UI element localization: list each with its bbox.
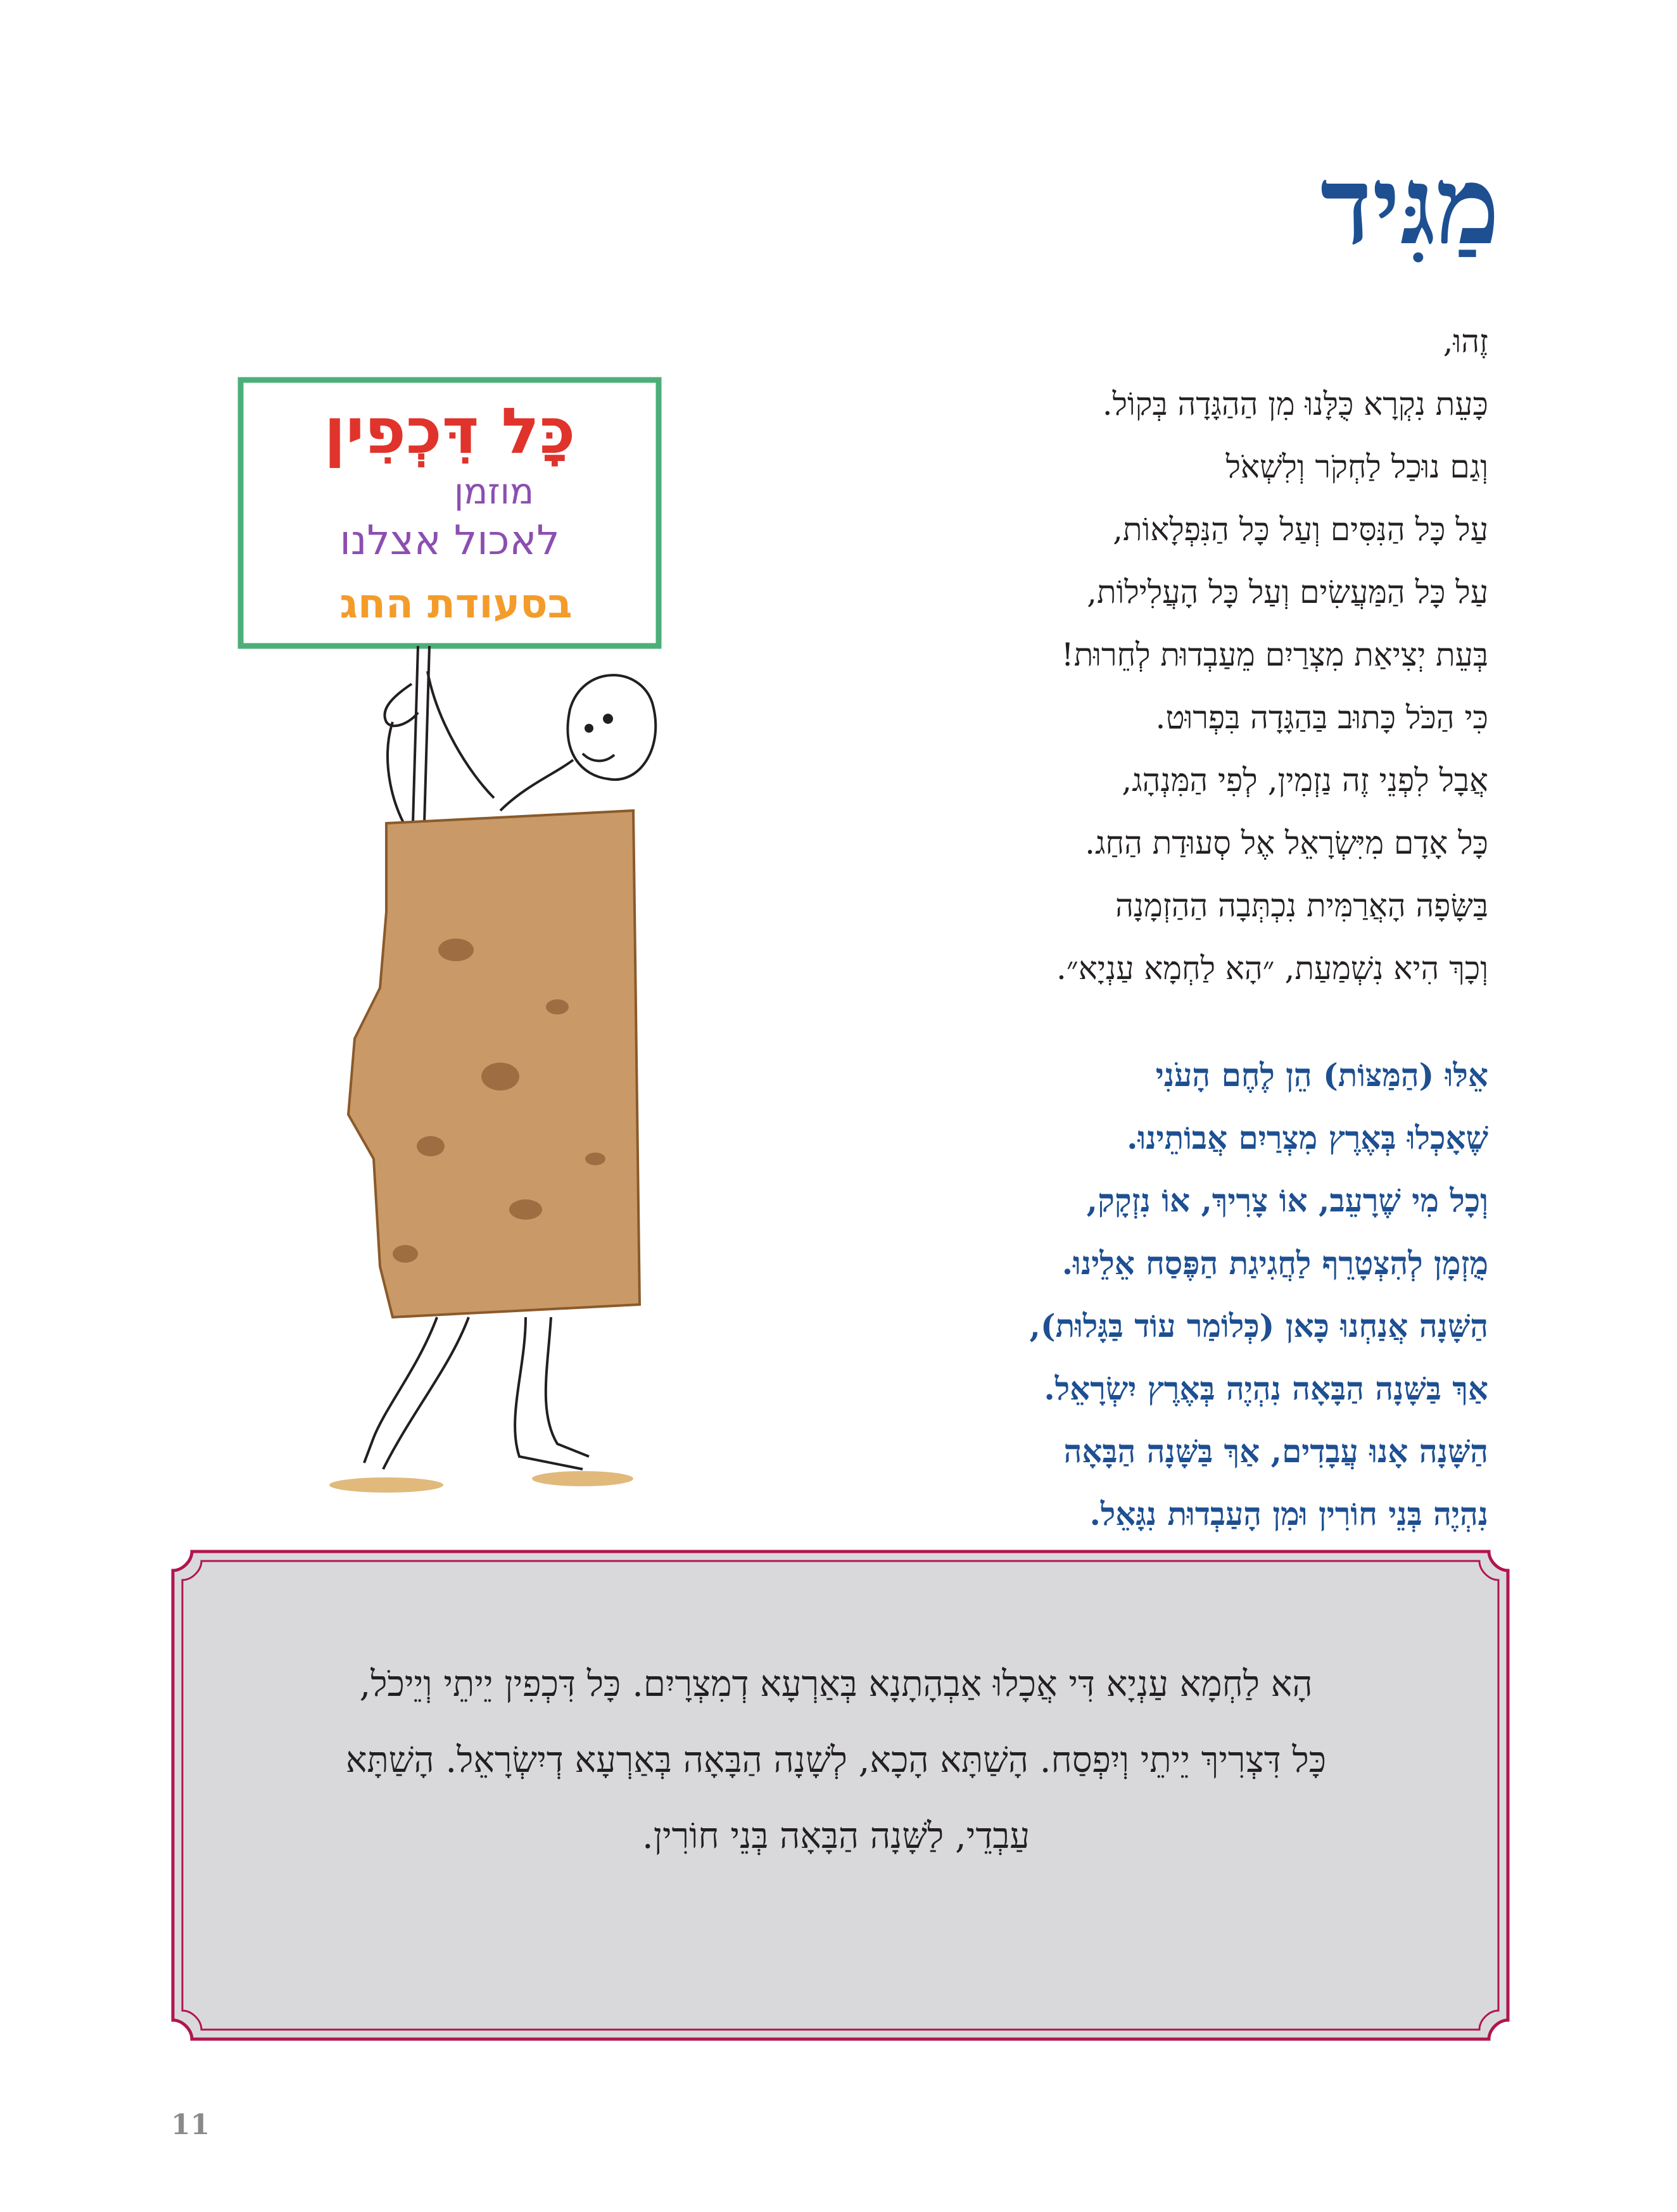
arm <box>384 684 418 726</box>
intro-line: כִּי הַכֹּל כָּתוּב בַּהַגָּדָה בִּפְרוּט. <box>1155 699 1488 736</box>
matzah-man-illustration <box>228 367 703 1507</box>
aramaic-text <box>215 1646 1457 1874</box>
page-number: 11 <box>171 2109 210 2141</box>
intro-line: בַּשָּׂפָה הָאֲרַמִּית נִכְתְּבָה הַהַזְמָנָה <box>1115 887 1488 924</box>
blessing-line: שֶׁאָכְלוּ בְּאֶרֶץ מִצְרַיִם אֲבוֹתֵינוּ. <box>1127 1119 1488 1156</box>
intro-line: כָּעֵת נִקְרָא כֻּלָּנוּ מִן הַהַגָּדָה בְּקוֹל. <box>1102 386 1488 422</box>
blessing-line: הַשָּׁנָה אָנוּ עֲבָדִים, אַךְ בַּשָּׁנָה הַבָּאָה <box>1063 1432 1488 1470</box>
intro-line: וְגַם נוּכַל לַחְקֹר וְלִשְׁאֹל <box>1225 448 1488 485</box>
leg <box>364 1317 437 1463</box>
intro-line: עַל כָּל הַמַּעֲשִׂים וְעַל כָּל הָעֲלִילוֹת, <box>1087 574 1488 610</box>
blessing-line: וְכָל מִי שֶׁרָעֵב, אוֹ צָרִיךְ, אוֹ נִזְקָק, <box>1086 1182 1488 1219</box>
blessing-line: אַךְ בַּשָּׁנָה הַבָּאָה נִהְיֶה בְּאֶרֶץ יִשְׂרָאֵל. <box>1044 1370 1488 1407</box>
blessing-line: מֻזְמָן לְהִצְטָרֵף לַחֲגִיגַת הַפֶּסַח אֵלֵינוּ. <box>1061 1244 1488 1282</box>
aramaic-line: כָּל דִּצְרִיךְ יֵיתֵי וְיִפְסַח. הָשַׁתָּא הָכָא, לְשָׁנָה הַבָּאָה בְּאַרְעָא דְיִשְׂרָאֵל. הָשַׁתָּא <box>345 1740 1327 1781</box>
blessing-line: הַשָּׁנָה אֲנַחְנוּ כָּאן (כְּלוֹמַר עוֹד בַּגָּלוּת), <box>1029 1307 1488 1344</box>
sign-title-text: כָּל דִּכְפִין <box>324 394 576 468</box>
page-title: מַגִּיד <box>1320 142 1500 269</box>
aramaic-line: הָא לַחְמָא עַנְיָא דִּי אֲכָלוּ אַבְהָתָנָא בְּאַרְעָא דְמִצְרָיִם. כָּל דִּכְפִין יֵיתֵי וְיֵיכֹל, <box>359 1664 1313 1705</box>
intro-line: אֲבָל לִפְנֵי זֶה נַזְמִין, לְפִי הַמִּנְהָג, <box>1122 762 1488 799</box>
aramaic-line: עַבְדֵי, לַשָּׁנָה הַבָּאָה בְּנֵי חוֹרִין. <box>642 1816 1030 1857</box>
intro-poem <box>735 310 1488 1000</box>
sign-eat-text: לאכול אצלנו <box>339 517 560 564</box>
intro-line: בְּעֵת יְצִיאַת מִצְרַיִם מֵעַבְדוּת לְחֵרוּת! <box>1061 636 1488 673</box>
sign-invited-text: מוזמן <box>454 471 534 512</box>
intro-line: וְכָךְ הִיא נִשְׁמַעַת, ״הָא לַחְמָא עַנְיָא״. <box>1056 950 1488 987</box>
blessing-line: נִהְיֶה בְּנֵי חוֹרִין וּמִן הָעַבְדוּת נִגָּאֵל. <box>1089 1495 1488 1533</box>
head <box>567 675 655 780</box>
blessing-line: אֵלּוּ (הַמַּצּוֹת) הֵן לֶחֶם הָעֹנִי <box>1155 1056 1488 1094</box>
intro-line: זֶהוּ, <box>1443 323 1488 360</box>
blessing-poem <box>735 1044 1488 1545</box>
ground-shadow <box>329 1477 443 1493</box>
intro-line: עַל כָּל הַנִּסִּים וְעַל כָּל הַנִּפְלָאוֹת, <box>1113 511 1488 548</box>
sign-meal-text: בסעודת החג <box>339 581 573 628</box>
intro-line: כָּל אָדָם מִיִּשְׂרָאֵל אֶל סְעוּדַת הַחַג. <box>1085 825 1488 861</box>
